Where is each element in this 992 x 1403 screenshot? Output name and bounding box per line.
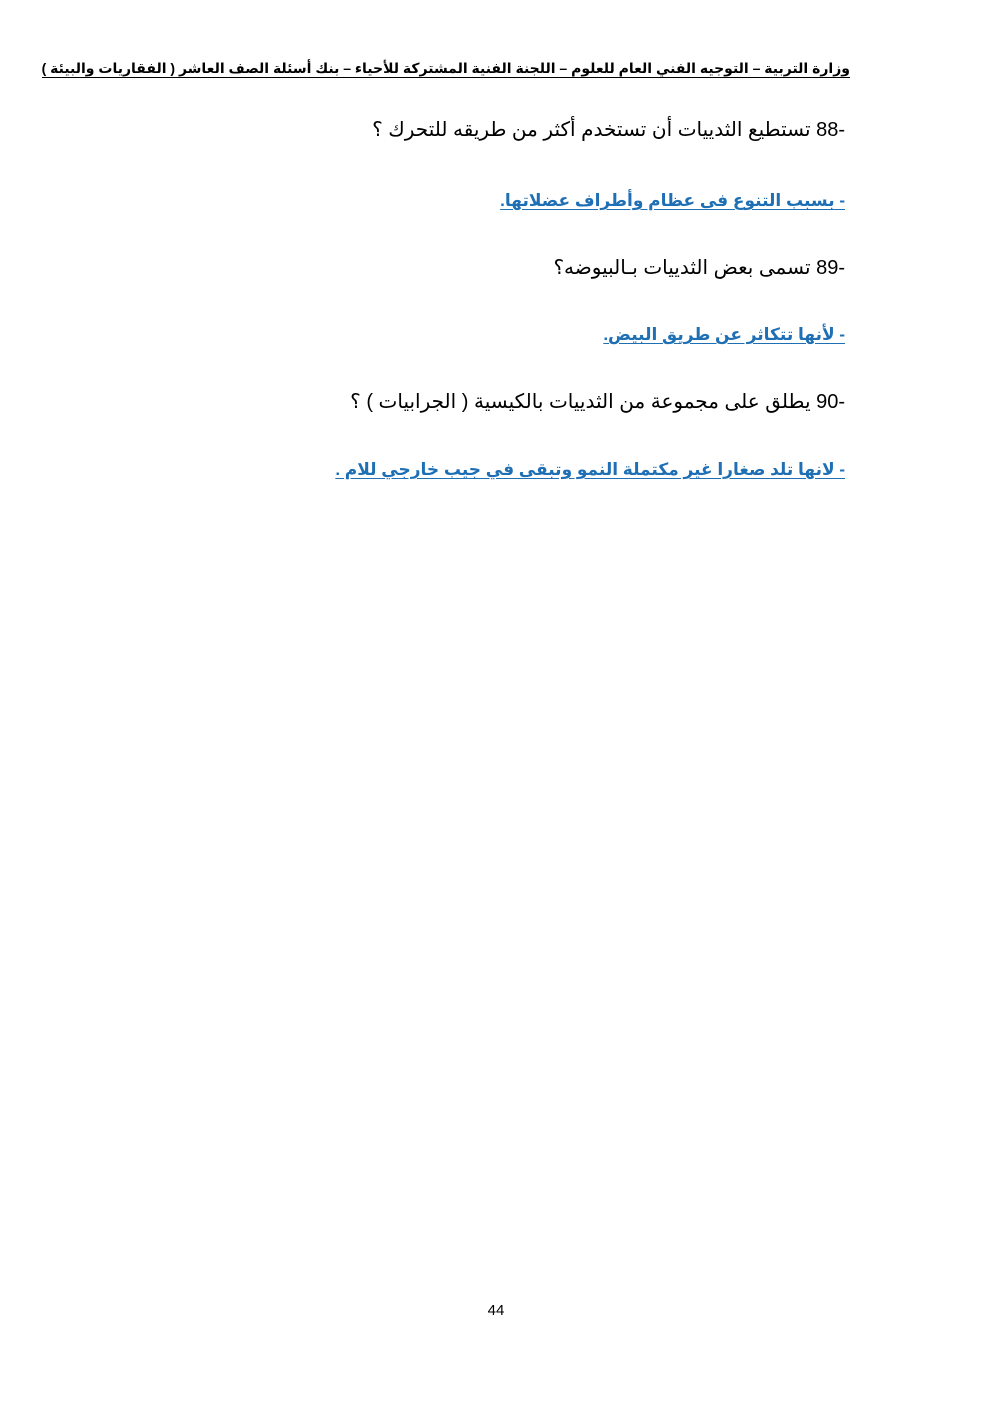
page-header bbox=[41, 58, 850, 78]
header-title: وزارة التربية – التوجيه الفني العام للعلوم – اللجنة الفنية المشتركة للأحياء – بنك أسئلة الصف العاشر ( الفقاريات والبيئة ) bbox=[41, 60, 850, 76]
answer-88-text: - بسبب التنوع فى عظام وأطراف عضلاتها. bbox=[500, 191, 845, 210]
question-88: -88 تستطيع الثدييات أن تستخدم أكثر من طريقه للتحرك ؟ bbox=[372, 119, 845, 141]
answer-90 bbox=[335, 457, 845, 483]
page-number: 44 bbox=[487, 1302, 505, 1319]
answer-89 bbox=[603, 322, 845, 348]
answer-89-text: - لأنها تتكاثر عن طريق البيض. bbox=[603, 325, 845, 344]
answer-90-text: - لانها تلد صغارا غير مكتملة النمو وتبقى في جيب خارجي للام . bbox=[335, 460, 845, 479]
answer-88 bbox=[500, 188, 845, 214]
question-90: -90 يطلق على مجموعة من الثدييات بالكيسية ( الجرابيات ) ؟ bbox=[350, 391, 845, 413]
question-89: -89 تسمى بعض الثدييات بـالبيوضه؟ bbox=[553, 257, 845, 279]
